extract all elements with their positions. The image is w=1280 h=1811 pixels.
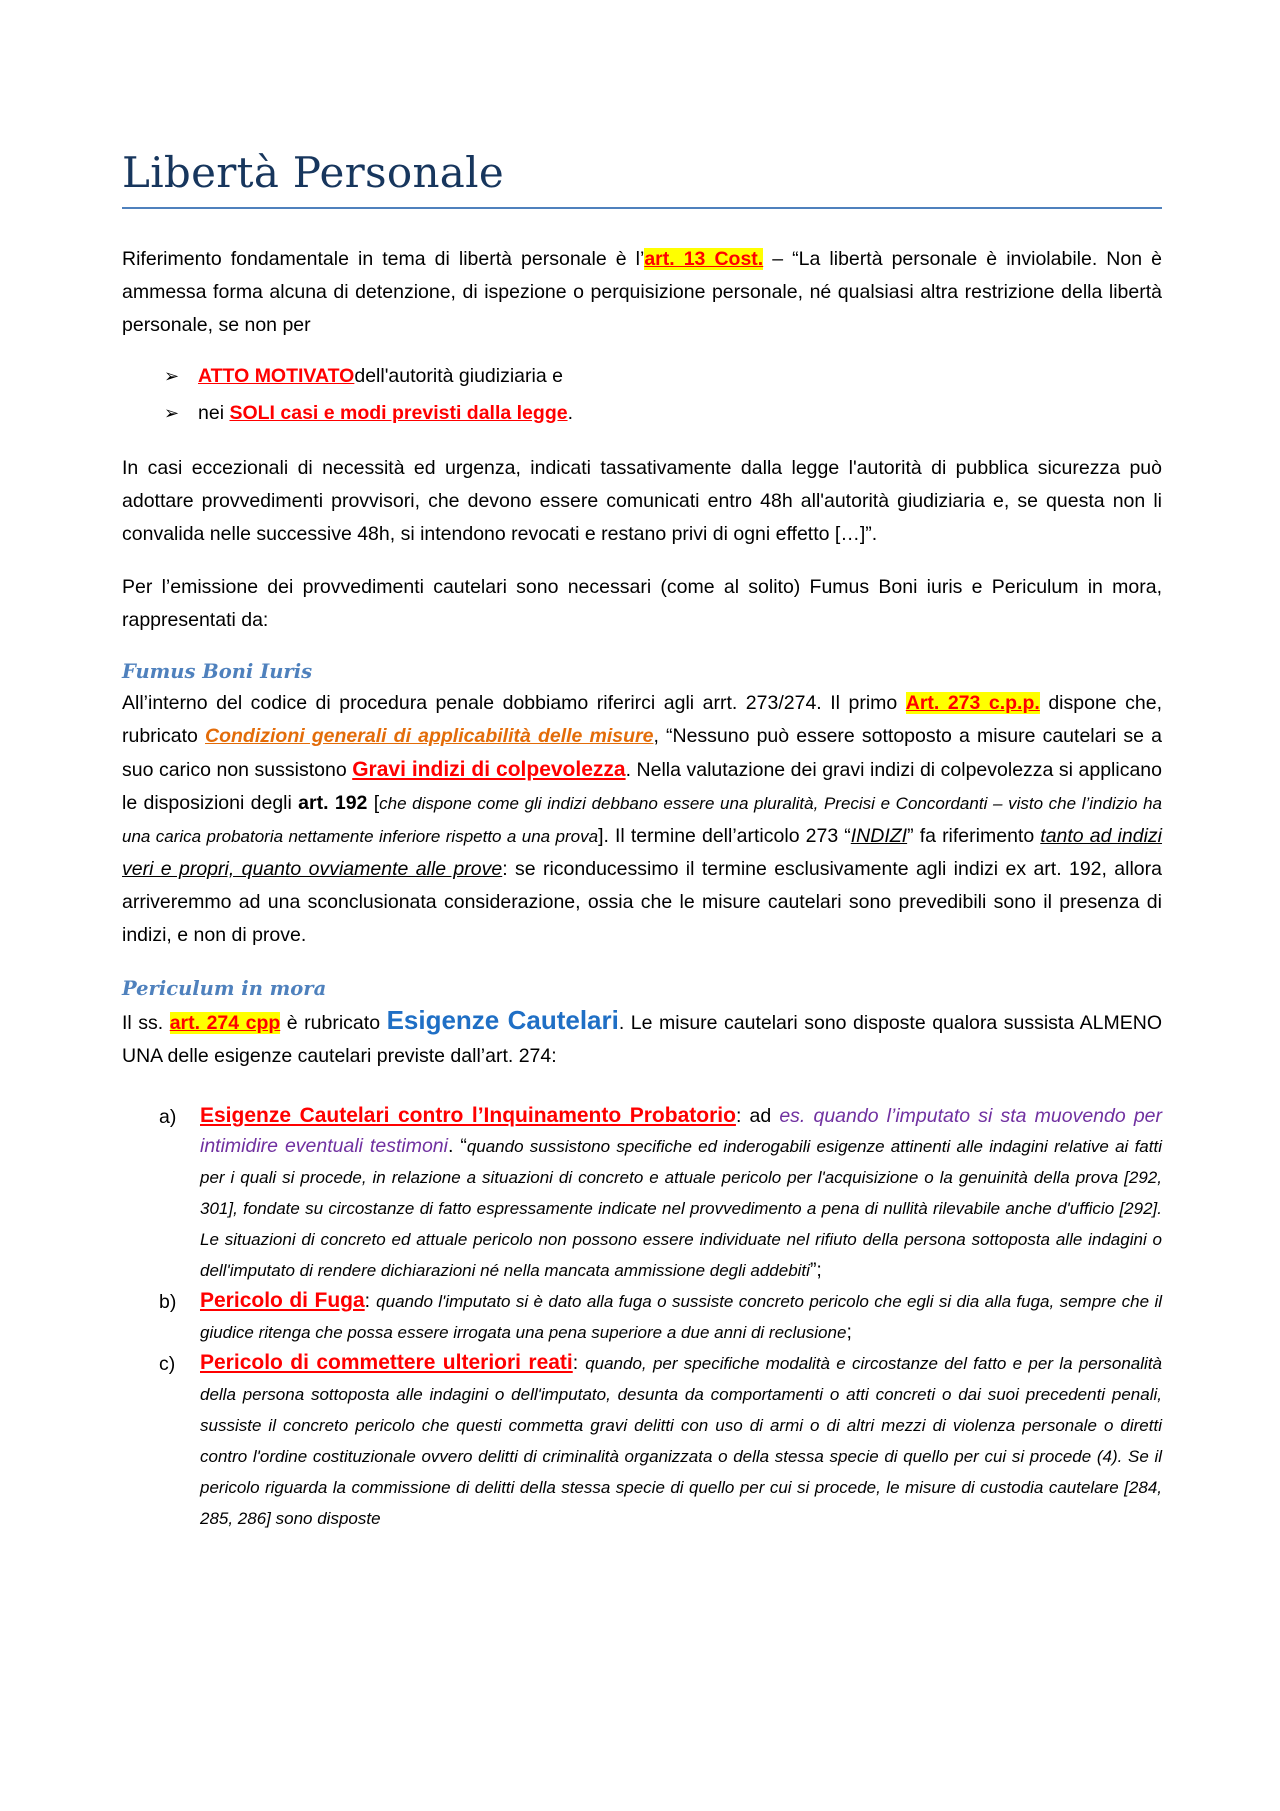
art-273-highlight: Art. 273 c.p.p. — [905, 692, 1040, 714]
item-text: quando sussistono specifiche ed inderogabili esigenze attinenti alle indagini relative ai fatti per i quali si procede, in relazione a situazioni di concreto e attuale pericolo per l'acquisizione o la genuinità della prova [292, 301], fondate su circostanze di fatto espressamente indicate nel provvedimento a pena di nullità rilevabile anche d'ufficio [292]. Le situazioni di concreto ed attuale pericolo non possono essere individuate nel rifiuto della persona sottoposta alle indagini o dell'imputato di rendere dichiarazioni né nella mancata ammissione degli addebiti — [200, 1137, 1162, 1280]
item-text: quando l'imputato si è dato alla fuga o sussiste concreto pericolo che egli si dia alla fuga, sempre che il giudice ritenga che possa essere irrogata una pena superiore a due anni di reclusione — [200, 1292, 1163, 1342]
underlined-phrase: tanto ad indizi veri e propri, quanto ovviamente alle prove — [122, 825, 1162, 880]
emergency-paragraph: In casi eccezionali di necessità ed urgenza, indicati tassativamente dalla legge l'autorità di pubblica sicurezza può adottare provvedimenti provvisori, che devono essere comunicati entro 48h all'autorità giudiziaria e, se questa non li convalida nelle successive 48h, si intendono revocati e restano privi di ogni effetto […]”. — [122, 457, 1162, 545]
list-item: b) Pericolo di Fuga: quando l'imputato si è dato alla fuga o sussiste concreto pericolo che egli si dia alla fuga, sempre che il giudice ritenga che possa essere irrogata una pena superiore a due anni di reclusione; — [122, 1286, 1162, 1348]
item-text: quando, per specifiche modalità e circostanze del fatto e per la personalità della persona sottoposta alle indagini o dell'imputato, desunta da comportamenti o atti concreti o dai suoi precedenti penali, sussiste il concreto pericolo che questi commetta gravi delitti con uso di armi o di altri mezzi di violenza personale o diretti contro l'ordine costituzionale ovvero delitti di criminalità organizzata o della stessa specie di quello per cui si procede (4). Se il pericolo riguarda la commissione di delitti della stessa specie di quello per cui si procede, le misure di custodia cautelare [284, 285, 286] sono disposte — [200, 1354, 1162, 1528]
atto-motivato: ATTO MOTIVATO — [198, 365, 355, 387]
list-item: c) Pericolo di commettere ulteriori reati: quando, per specifiche modalità e circostanze del fatto e per la personalità della persona sottoposta alle indagini o dell'imputato, desunta da comportamenti o atti concreti o dai suoi precedenti penali, sussiste il concreto pericolo che questi commetta gravi delitti con uso di armi o di altri mezzi di violenza personale o diretti contro l'ordine costituzionale ovvero delitti di criminalità organizzata o della stessa specie di quello per cui si procede (4). Se il pericolo riguarda la commissione di delitti della stessa specie di quello per cui si procede, le misure di custodia cautelare [284, 285, 286] sono disposte — [122, 1348, 1162, 1534]
intro-paragraph — [122, 243, 1162, 342]
bracket-note: che dispone come gli indizi debbano essere una pluralità, Precisi e Concordanti – visto che l’indizio ha una carica probatoria nettamente inferiore rispetto a una prova — [122, 794, 1162, 846]
art-192: art. 192 — [298, 792, 368, 814]
item-label: Esigenze Cautelari contro l’Inquinamento Probatorio — [200, 1104, 736, 1127]
requirements-paragraph: Per l’emissione dei provvedimenti cautelari sono necessari (come al solito) Fumus Boni iuris e Periculum in mora, rappresentati da: — [122, 576, 1162, 631]
page-title: Libertà Personale — [122, 148, 1162, 209]
list-marker: c) — [159, 1353, 176, 1375]
fumus-paragraph: All’interno del codice di procedura penale dobbiamo riferirci agli arrt. 273/274. Il primo Art. 273 c.p.p. dispone che, rubricato Condizioni generali di applicabilità delle misure, “Nessuno può essere sottoposto a misure cautelari se a suo carico non sussistono Gravi indizi di colpevolezza. Nella valutazione dei gravi indizi di colpevolezza si applicano le disposizioni degli art. 192 [che dispone come gli indizi debbano essere una pluralità, Precisi e Concordanti – visto che l’indizio ha una carica probatoria nettamente inferiore rispetto a una prova]. Il termine dell’articolo 273 “INDIZI” fa riferimento tanto ad indizi veri e propri, quanto ovviamente alle prove: se riconducessimo il termine esclusivamente agli indizi ex art. 192, allora arriveremmo ad una sconclusionata considerazione, ossia che le misure cautelari sono prevedibili sono il presenza di indizi, e non di prove. — [122, 692, 1162, 946]
item-label: Pericolo di Fuga — [200, 1289, 365, 1312]
arrow-bullet-icon: ➢ — [164, 403, 180, 423]
rubric-273: Condizioni generali di applicabilità delle misure — [205, 725, 654, 747]
fumus-heading: Fumus Boni Iuris — [122, 660, 313, 683]
requirements-list — [122, 1101, 1162, 1534]
art-274-highlight: art. 274 cpp — [169, 1012, 281, 1034]
gravi-indizi: Gravi indizi di colpevolezza — [352, 758, 626, 781]
list-item: a) Esigenze Cautelari contro l’Inquinamento Probatorio: ad es. quando l’imputato si sta muovendo per intimidire eventuali testimoni. “quando sussistono specifiche ed inderogabili esigenze attinenti alle indagini relative ai fatti per i quali si procede, in relazione a situazioni di concreto e attuale pericolo per l'acquisizione o la genuinità della prova [292, 301], fondate su circostanze di fatto espressamente indicate nel provvedimento a pena di nullità rilevabile anche d'ufficio [292]. Le situazioni di concreto ed attuale pericolo non possono essere individuate nel rifiuto della persona sottoposta alle indagini o dell'imputato di rendere dichiarazioni né nella mancata ammissione degli addebiti”; — [122, 1101, 1162, 1286]
art-13-highlight: art. 13 Cost. — [644, 248, 764, 270]
arrow-bullet-icon: ➢ — [164, 366, 180, 386]
intro-text-2: – “La libertà personale è inviolabile. Non è ammessa forma alcuna di detenzione, di ispezione o perquisizione personale, né qualsiasi altra restrizione della libertà personale, se non per — [122, 248, 1162, 336]
indizi-term: INDIZI — [850, 825, 908, 847]
esigenze-cautelari-title: Esigenze Cautelari — [386, 1005, 619, 1035]
example-text: es. quando l’imputato si sta muovendo per intimidire eventuali testimoni — [200, 1105, 1163, 1157]
soli-casi: SOLI casi e modi previsti dalla legge — [229, 402, 568, 424]
bullet-list — [164, 358, 1162, 432]
list-item: ➢ ATTO MOTIVATO dell'autorità giudiziaria e — [164, 358, 1162, 395]
list-marker: b) — [159, 1291, 177, 1313]
list-item: ➢ nei SOLI casi e modi previsti dalla legge . — [164, 395, 1162, 432]
periculum-paragraph: Il ss. art. 274 cpp è rubricato Esigenze Cautelari. Le misure cautelari sono disposte qualora sussista ALMENO UNA delle esigenze cautelari previste dall’art. 274: — [122, 1005, 1162, 1067]
intro-text-1: Riferimento fondamentale in tema di libertà personale è l’ — [122, 248, 645, 270]
item-label: Pericolo di commettere ulteriori reati — [200, 1351, 573, 1374]
list-marker: a) — [159, 1106, 177, 1128]
periculum-heading: Periculum in mora — [122, 977, 327, 1000]
